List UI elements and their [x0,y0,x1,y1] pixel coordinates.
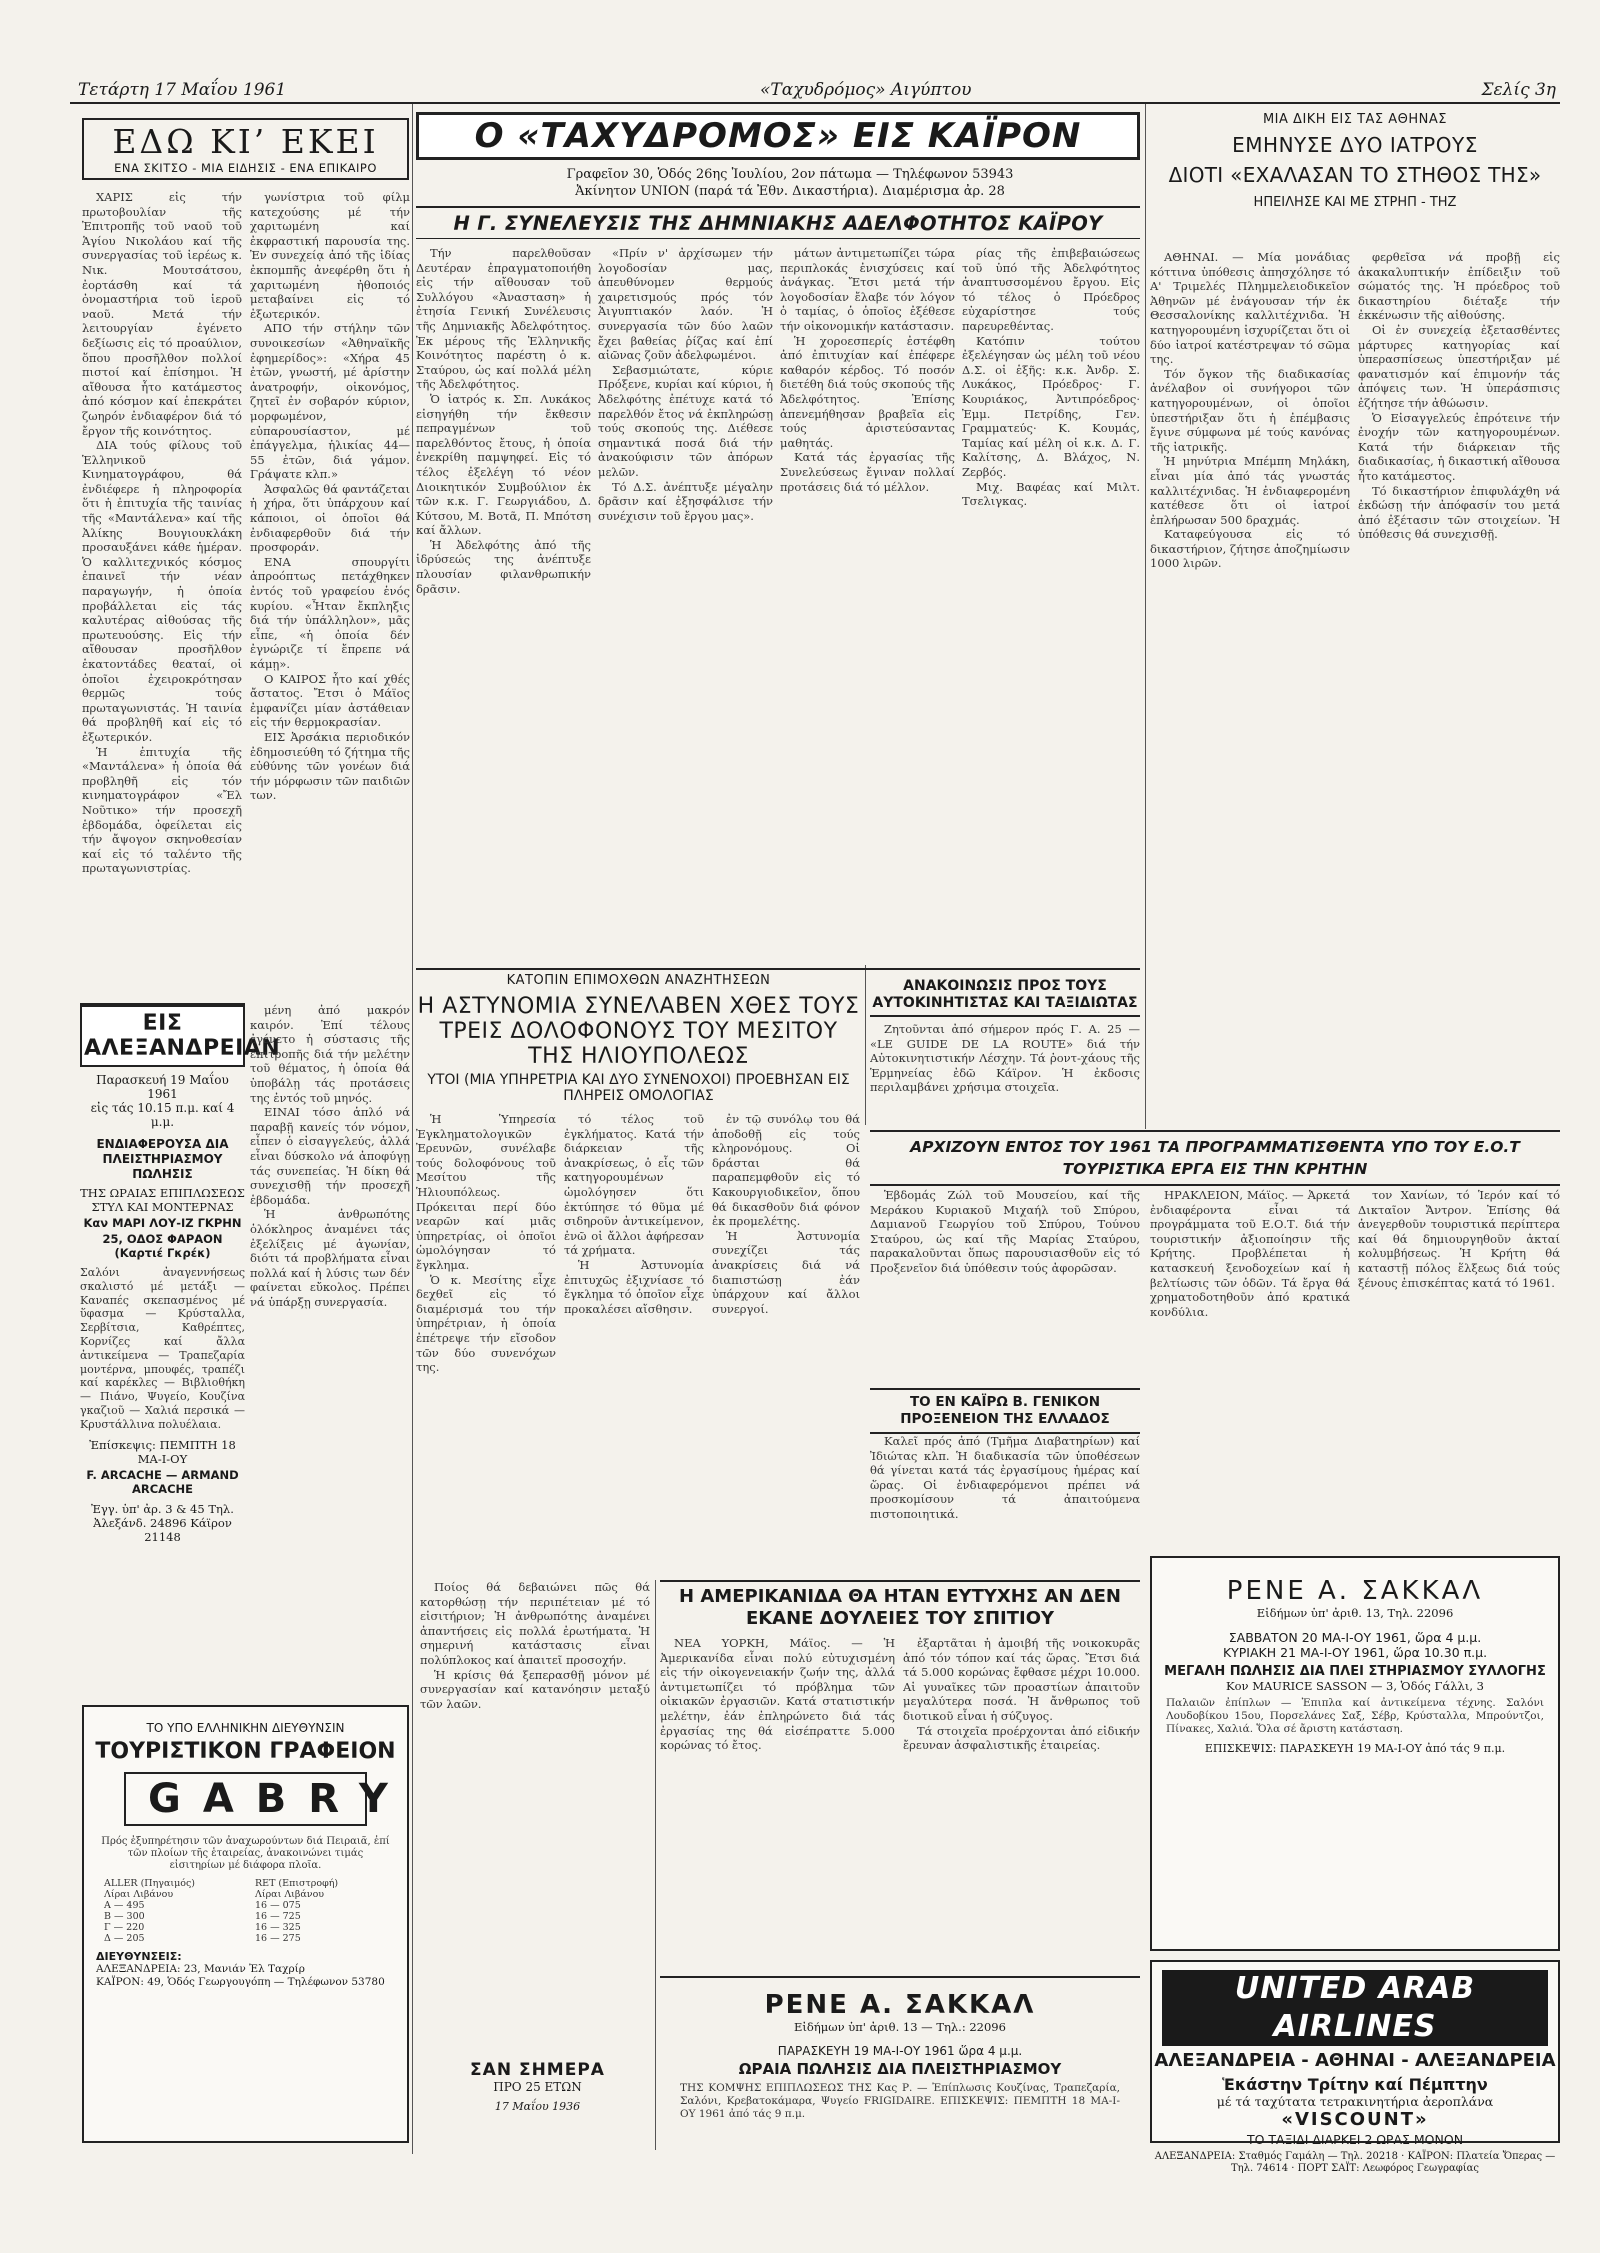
article-text: γωνίστρια τοῦ φίλμ κατεχούσης μέ τήν χαριτωμένη καί ἐκφραστική παρουσία της. Ἐν συνεχείᾳ ἀπό τῆς ἰδίας ἐκπομπῆς ἀνεφέρθη ὅτι ἡ χαριτωμένη ἠθοποιός μεταβαίνει εἰς τό ἐξωτερικόν. ΑΠΟ τήν στήλην τῶν συνοικεσίων «Ἀθηναϊκῆς ἐφημερίδος»: «Χήρα 45 ἐτῶν, γνωστή, μέ ἀρίστην ἀνατροφήν, οἰκονόμος, ζητεῖ ἐν σοβαρόν κύριον, μορφωμένον, εὐπαρουσίαστον, μέ ἐπάγγελμα, ἡλικίας 44—55 ἐτῶν, διά γάμον. Γράψατε κλπ.» Ἀσφαλῶς θά φαντάζεται ἡ χήρα, ὅτι ὑπάρχουν καί κάποιοι, οἱ ὁποῖοι θά ἐνδιαφερθοῦν διά τήν προσφοράν. ΕΝΑ σπουργίτι ἀπροόπτως πετάχθηκεν ἐντός τοῦ γραφείου ἑνός κυρίου. «Ἦταν ἔκπληξις διά τήν ὑπάλληλον», μᾶς εἶπε, «ἡ ὁποία δέν ἐγνώριζε τί ἔπρεπε νά κάμῃ». Ο ΚΑΙΡΟΣ ἦτο καί χθές ἄστατος. Ἔτσι ὁ Μάϊος ἐμφανίζει μίαν ἀστάθειαν εἰς τήν θερμοκρασίαν. ΕΙΣ Ἀρσάκια περιοδικόν ἐδημοσιεύθη τό ζήτημα τῆς εὐθύνης τῶν γονέων διά τήν μόρφωσιν τῶν παιδιῶν των. [250,190,410,803]
mia-diki-headline [1150,112,1560,210]
article-text: Ποίος θά δεβαιώνει πῶς θά κατορθώσῃ τήν περιπέτειαν μέ τό εἰσιτήριον; Ἡ ἀνθρωπότης ἀναμένει ἀπαντήσεις εἰς πολλά ἐρωτήματα. Ἡ σημερινή κατάστασις εἶναι πολύπλοκος καί ἀπαιτεῖ προσοχήν. Ἡ κρίσις θά ξεπερασθῇ μόνον μέ συνεργασίαν καί κατανόησιν μεταξύ τῶν λαῶν. [420,1580,650,1711]
gabry-address-heading: ΔΙΕΥΘΥΝΣΕΙΣ: [96,1950,182,1963]
mia-headline3: ΗΠΕΙΛΗΣΕ ΚΑΙ ΜΕ ΣΤΡΗΠ - ΤΗΖ [1253,195,1457,210]
gabry-logo: GABRY [124,1772,367,1826]
table-cell: Λίραι Λιβάνου [254,1889,325,1900]
rene-mid-sub: Εἰδήμων ὑπ' ἀριθ. 13 — Τηλ.: 22096 [794,2020,1006,2034]
alexandria-auctioneer: F. ARCACHE — ARMAND ARCACHE [86,1467,239,1496]
rene-mid-body: ΤΗΣ ΚΟΜΨΗΣ ΕΠΙΠΛΩΣΕΩΣ ΤΗΣ Κας Ρ. — Ἐπίπλωσις Κουζίνας, Τραπεζαρία, Σαλόνι, Κρεβατοκάμαρα, Ψυγείο FRIGIDAIRE. ΕΠΙΣΚΕΨΙΣ: ΠΕΜΠΤΗ 18 ΜΑ-Ι-ΟΥ 1961 ἀπό τάς 9 π.μ. [680,2082,1120,2120]
article-text: ΝΕΑ ΥΟΡΚΗ, Μάϊος. — Ἡ Ἀμερικανίδα εἶναι πολύ εὐτυχισμένη εἰς τήν οἰκογενειακήν ζωήν της, ἀλλά ἀντιμετωπίζει τό πρόβλημα τῶν οἰκιακῶν ἐργασιῶν. Κατά στατιστικήν μελέτην, ἐάν ἐπληρώνετο διά τάς ἐργασίας της θά εἰσέπραττε 5.000 κορώνας τό ἔτος. [660,1636,895,1753]
uaa-duration: ΤΟ ΤΑΞΙΔΙ ΔΙΑΡΚΕΙ 2 ΩΡΑΣ ΜΟΝΟΝ [1246,2132,1464,2147]
rene-mid-name: ΡΕΝΕ Α. ΣΑΚΚΑΛ [764,1990,1036,2020]
table-cell: 16 — 075 [254,1900,301,1911]
gabry-line2: ΤΟΥΡΙΣΤΙΚΟΝ ΓΡΑΦΕΙΟΝ [95,1739,396,1764]
gabry-line1: ΤΟ ΥΠΟ ΕΛΛΗΝΙΚΗΝ ΔΙΕΥΘΥΝΣΙΝ [146,1721,345,1735]
article-text: τό τέλος τοῦ ἐγκλήματος. Κατά τήν διάρκειαν τῆς ἀνακρίσεως, ὁ εἷς τῶν κατηγορουμένων ὡμολόγησεν ὅτι ἐκτύπησε τό θῦμα μέ σιδηροῦν ἀντικείμενον, ἐνῶ οἱ ἄλλοι ἀφήρεσαν τά χρήματα. Ἡ Ἀστυνομία ἐπιτυχῶς ἐξιχνίασε τό ἔγκλημα τό ὁποῖον εἶχε προκαλέσει αἴσθησιν. [564,1112,704,1316]
alexandria-heading: ΕΝΔΙΑΦΕΡΟΥΣΑ ΔΙΑ ΠΛΕΙΣΤΗΡΙΑΣΜΟΥ ΠΩΛΗΣΙΣ [96,1137,229,1181]
mia-headline1: ΕΜΗΝΥΣΕ ΔΥΟ ΙΑΤΡΟΥΣ [1232,133,1478,157]
table-row [100,1900,390,1911]
page-number: Σελίς 3η [1481,80,1556,100]
alexandria-visit: Ἐπίσκεψις: ΠΕΜΠΤΗ 18 ΜΑ-Ι-ΟΥ [89,1437,236,1466]
astyn-subheadline: ΥΤΟΙ (ΜΙΑ ΥΠΗΡΕΤΡΙΑ ΚΑΙ ΔΥΟ ΣΥΝΕΝΟΧΟΙ) ΠΡΟΕΒΗΣΑΝ ΕΙΣ ΠΛΗΡΕΙΣ ΟΜΟΛΟΓΙΑΣ [427,1072,850,1104]
column-rule [412,104,413,2154]
gabry-fare-table [100,1878,390,1944]
table-cell: Β — 300 [104,1911,145,1922]
rene-sakkal-ad-right [1150,1556,1560,1951]
rene-mid-title: ΩΡΑΙΑ ΠΩΛΗΣΙΣ ΔΙΑ ΠΛΕΙΣΤΗΡΙΑΣΜΟΥ [738,2060,1062,2078]
kairo-office-banner [416,112,1140,160]
arx-headline: ΑΡΧΙΖΟΥΝ ΕΝΤΟΣ ΤΟΥ 1961 ΤΑ ΠΡΟΓΡΑΜΜΑΤΙΣΘΕΝΤΑ ΥΠΟ ΤΟΥ Ε.Ο.Τ ΤΟΥΡΙΣΤΙΚΑ ΕΡΓΑ ΕΙΣ ΤΗΝ ΚΡΗΤΗΝ [870,1130,1560,1186]
anak-notice [870,978,1140,1017]
table-row [100,1911,390,1922]
rene-mid-date: ΠΑΡΑΣΚΕΥΗ 19 ΜΑ-Ι-ΟΥ 1961 ὥρα 4 μ.μ. [777,2044,1023,2058]
paper-name: «Ταχυδρόμος» Αιγύπτου [760,80,972,100]
mia-kicker: ΜΙΑ ΔΙΚΗ ΕΙΣ ΤΑΣ ΑΘΗΝΑΣ [1262,112,1448,127]
alexandria-subtitle: ΤΗΣ ΩΡΑΙΑΣ ΕΠΙΠΛΩΣΕΩΣ ΣΤΥΛ ΚΑΙ ΜΟΝΤΕΡΝΑΣ [80,1186,245,1214]
table-row [100,1878,390,1889]
table-cell: RET (Επιστροφή) [254,1878,339,1889]
uaa-logo: UNITED ARAB AIRLINES [1162,1970,1548,2046]
divider [416,238,1140,239]
alexandria-owner: Καν ΜΑΡΙ ΛΟΥ-ΙΖ ΓΚΡΗΝ [83,1216,242,1230]
table-cell: Γ — 220 [104,1922,145,1933]
table-cell: 16 — 725 [254,1911,301,1922]
uaa-schedule: Ἑκάστην Τρίτην καί Πέμπτην [1222,2075,1488,2094]
uaa-aircraft: «VISCOUNT» [1281,2109,1429,2130]
gabry-travel-ad [82,1705,409,2143]
divider [416,968,1140,970]
masthead [70,78,1560,104]
article-text: ἐν τῷ συνόλῳ του θά ἀποδοθῇ εἰς τούς κληρονόμους. Οἱ δράσται θά παραπεμφθοῦν εἰς τό Κακουργιοδικεῖον, ὅπου θά δικασθοῦν διά φόνον ἐκ προμελέτης. Ἡ Ἀστυνομία συνεχίζει τάς ἀνακρίσεις διά νά διαπιστώσῃ ἐάν ὑπάρχουν καί ἄλλοι συνεργοί. [712,1112,860,1316]
alexandria-item-list: Σαλόνι ἀναγεννήσεως σκαλιστό μέ μετάξι — Καναπές σκεπασμένος μέ ὕφασμα — Κρύσταλλα, Σερβίτσια, Καθρέπτες, Κορνίζες καί ἄλλα ἀντικείμενα — Τραπεζαρία μοντέρνα, μπουφές, τραπέζι καί καρέκλες — Βιβλιοθήκη — Πιάνο, Ψυγείο, Κουζίνα γκαζιοῦ — Χαλιά περσικά — Κρυστάλλινα πολυέλαια. [80,1266,245,1431]
article-text: «Πρίν ν' ἀρχίσωμεν τήν λογοδοσίαν μας, ἀπευθύνομεν θερμούς χαιρετισμούς πρός τόν Ἀιγυπτιακόν λαόν. Ἡ συνεργασία τῶν δύο λαῶν ἔχει βαθείας ῥίζας καί ἐπί αἰῶνας ζοῦν ἀδελφωμένοι. Σεβασμιώτατε, κύριε Πρόξενε, κυρίαι καί κύριοι, ἡ Ἀδελφότης ἐπέτυχε κατά τό παρελθόν ἔτος νά ἐκπληρώσῃ τούς σκοπούς της. Διέθεσε σημαντικά ποσά διά τήν ἀνακούφισιν τῶν ἀπόρων μελῶν. Τό Δ.Σ. ἀνέπτυξε μέγαλην δρᾶσιν καί ἐξησφάλισε τήν συνέχισιν τοῦ ἔργου μας». [598,246,773,523]
astyn-headline: Η ΑΣΤΥΝΟΜΙΑ ΣΥΝΕΛΑΒΕΝ ΧΘΕΣ ΤΟΥΣ ΤΡΕΙΣ ΔΟΛΟΦΟΝΟΥΣ ΤΟΥ ΜΕΣΙΤΟΥ ΤΗΣ ΗΛΙΟΥΠΟΛΕΩΣ [417,994,860,1069]
rene-r-body: Παλαιῶν ἐπίπλων — Ἐπιπλα καί ἀντικείμενα τέχνης. Σαλόνι Λουδοβίκου 15ου, Πορσελάνες Σαξ, Σέβρ, Κρύσταλλα, Μπρούντζοι, Πίνακες, Χαλιά. Ὅλα σέ ἄριστη κατάσταση. [1166,1697,1544,1735]
article-text: Καλεῖ πρός ἀπό (Τμῆμα Διαβατηρίων) καί Ἰδιώτας κλπ. Ἡ διαδικασία τῶν ὑποθέσεων θά γίνεται κατά τάς ἐργασίμους ἡμέρας καί ὥρας. Οἱ ἐνδιαφερόμενοι πρέπει νά προσκομίσουν τά ἀπαιτούμενα πιστοποιητικά. [870,1434,1140,1521]
table-cell: Λίραι Λιβάνου [104,1889,174,1900]
united-arab-airlines-ad [1150,1960,1560,2174]
rene-r-visit: ΕΠΙΣΚΕΨΙΣ: ΠΑΡΑΣΚΕΥΗ 19 ΜΑ-Ι-ΟΥ ἀπό τάς 9 π.μ. [1204,1742,1506,1755]
uaa-contacts: ΑΛΕΞΑΝΔΡΕΙΑ: Σταθμός Γαμάλη — Τηλ. 20218 · ΚΑΪΡΟΝ: Πλατεία Ὄπερας — Τηλ. 74614 · ΠΟΡΤ ΣΑΪΤ: Λεωφόρος Γεωγραφίας [1154,2151,1556,2174]
issue-date: Τετάρτη 17 Μαΐου 1961 [78,80,287,100]
article-text: μένη ἀπό μακρόν καιρόν. Ἐπί τέλους ἐγένετο ἡ σύστασις τῆς ἐπιτροπῆς διά τήν μελέτην τοῦ θέματος, ἡ ὁποία θά ὑποβάλῃ τάς προτάσεις της ἐντός τοῦ μηνός. ΕΙΝΑΙ τόσο ἁπλό νά παραβῇ κανείς τόν νόμον, εἶπεν ὁ εἰσαγγελεύς, ἀλλά εἶναι δύσκολο νά ἀποφύγῃ τάς συνεπείας. Ἡ δίκη θά συνεχισθῇ τήν προσεχῆ ἑβδομάδα. Ἡ ἀνθρωπότης ὁλόκληρος ἀναμένει τάς ἐξελίξεις μέ ἀγωνίαν, διότι τά προβλήματα εἶναι πολλά καί ἡ λύσις των δέν φαίνεται εὔκολος. Πρέπει νά ὑπάρξῃ συνεργασία. [250,1003,410,1309]
edo-ki-ekei-header [82,118,409,180]
amer-headline: Η ΑΜΕΡΙΚΑΝΙΔΑ ΘΑ ΗΤΑΝ ΕΥΤΥΧΗΣ ΑΝ ΔΕΝ ΕΚΑΝΕ ΔΟΥΛΕΙΕΣ ΤΟΥ ΣΠΙΤΙΟΥ [660,1580,1140,1630]
article-text: ρίας τῆς ἐπιβεβαιώσεως τοῦ ὑπό τῆς Ἀδελφότητος ἀναπτυσσομένου ἔργου. Εἰς τό τέλος ὁ Πρόεδρος εὐχαρίστησε τούς παρευρεθέντας. Κατόπιν τούτου ἐξελέγησαν ὡς μέλη τοῦ νέου Δ.Σ. οἱ ἑξῆς: κ.κ. Ἀνδρ. Σ. Λυκάκος, Πρόεδρος· Γ. Κουριάκος, Ἀντιπρόεδρος· Ἐμμ. Πετρίδης, Γεν. Γραμματεύς· Κ. Κουμάς, Ταμίας καί μέλη οἱ κ.κ. Δ. Γ. Καλίτσης, Δ. Βλάχος, Ν. Ζερβός. Μιχ. Βαφέας καί Μιλτ. Τσελιγκας. [962,246,1140,509]
alexandria-address: 25, ΟΔΟΣ ΦΑΡΑΟΝ (Καρτιέ Γκρέκ) [102,1232,223,1260]
article-text: ΧΑΡΙΣ εἰς τήν πρωτοβουλίαν τῆς Ἐπιτροπῆς τοῦ ναοῦ τοῦ Ἁγίου Νικολάου καί τῆς συνεργασίας τοῦ ἱερέως κ. Νικ. Μουτσάτσου, ἐορτάσθη καί τά ὀνομαστήρια τοῦ ἱεροῦ ναοῦ. Μετά τήν λειτουργίαν ἐγένετο δεξίωσις εἰς τό προαύλιον, ὅπου προσῆλθον πολλοί πιστοί καί ἐπίσημοι. Ἡ αἴθουσα ἦτο κατάμεστος ἀπό κόσμον καί ἐπεκράτει ζωηρόν ἐνδιαφέρον διά τό ἔργον τῆς κοινότητος. ΔΙΑ τούς φίλους τοῦ Ἑλληνικοῦ Κινηματογράφου, θά ἐνδιέφερε ἡ πληροφορία ὅτι ἡ ἐπιτυχία τῆς ταινίας τῆς «Μαντάλενα» καί τῆς Ἀλίκης Βουγιουκλάκη προσαυξάνει κάθε ἡμέραν. Ὁ καλλιτεχνικός κόσμος ἐπαινεῖ τήν νέαν παραγωγήν, ἡ ὁποία προβάλλεται εἰς τάς καλυτέρας αἰθούσας τῆς πρωτευούσης. Εἰς τήν αἴθουσαν προσῆλθον ἑκατοντάδες θεαταί, οἱ ὁποῖοι ἐχειροκρότησαν θερμῶς τούς πρωταγωνιστάς. Ἡ ταινία θά προβληθῆ καί εἰς τό ἐξωτερικόν. Ἡ ἐπιτυχία τῆς «Μαντάλενα» ἡ ὁποία θά προβληθῆ εἰς τόν κινηματογράφον «Ἔλ Νοῦτικο» τήν προσεχῆ ἑβδομάδα, ὀφείλεται εἰς τήν ἄψογον σκηνοθεσίαν καί εἰς τό ταλέντο τῆς πρωταγωνιστρίας. [82,190,242,876]
kairo-info-line1: Γραφεῖον 30, Ὁδός 26ης Ἰουλίου, 2ον πάτωμα — Τηλέφωνον 53943 [566,167,1014,182]
san-title: ΣΑΝ ΣΗΜΕΡΑ [470,2060,605,2080]
kairo-office-info [520,166,1060,200]
alexandria-contact: Ἐγγ. ὑπ' ἀρ. 3 & 45 Τηλ. Ἀλεξάνδ. 24896 Κάϊρον 21148 [91,1501,234,1544]
geniko-headline: ΤΟ ΕΝ ΚΑΪΡΩ Β. ΓΕΝΙΚΟΝ ΠΡΟΞΕΝΕΙΟΝ ΤΗΣ ΕΛΛΑΔΟΣ [870,1388,1140,1434]
article-text: Ζητοῦνται ἀπό σήμερον πρός Γ. Α. 25 — «LE GUIDE DE LA ROUTE» διά τήν Αὐτοκινητιστικήν Λέσχην. Τά ῥοντ-χάους τῆς Ἑρμηνείας ἐδῶ Κάϊρον. Ἡ ἐκδοσις περιλαμβάνει χρήσιμα στοιχεῖα. [870,1022,1140,1095]
edo-subtitle: ΕΝΑ ΣΚΙΤΣΟ - ΜΙΑ ΕΙΔΗΣΙΣ - ΕΝΑ ΕΠΙΚΑΙΡΟ [114,161,377,175]
article-text: φερθεῖσα νά προβῇ εἰς ἀκακαλυπτικήν ἐπίδειξιν τοῦ σώματός της. Ἡ πρόεδρος τοῦ δικαστηρίου διέταξε τήν ἐκκένωσιν τῆς αἰθούσης. Οἱ ἐν συνεχείᾳ ἐξετασθέντες μάρτυρες κατηγορίας καί ὑπερασπίσεως ὑπεστήριξαν μέ φανατισμόν καί ἐπιμονήν τάς ἀπόψεις των. Ἡ ὑπεράσπισις ἐζήτησε τήν ἀθώωσιν. Ὁ Εἰσαγγελεύς ἐπρότεινε τήν ἐνοχήν τῶν κατηγορουμένων. Κατά τήν διάρκειαν τῆς διαδικασίας, ἡ δικαστική αἴθουσα ἦτο κατάμεστος. Τό δικαστήριον ἐπιφυλάχθη νά ἐκδώσῃ τήν ἀπόφασίν του μετά ἀπό ἐξέτασιν τῶν στοιχείων. Ἡ ὑπόθεσις θά συνεχισθῇ. [1358,250,1560,542]
article-text: Ἡ Ὑπηρεσία Ἐγκληματολογικῶν Ἐρευνῶν, συνέλαβε τούς δολοφόνους τοῦ Μεσίτου τῆς Ἡλιουπόλεως. Πρόκειται περί δύο νεαρῶν καί μιᾶς ὑπηρετρίας, οἱ ὁποῖοι ὡμολόγησαν τό ἔγκλημα. Ὁ κ. Μεσίτης εἶχε δεχθεῖ εἰς τό διαμέρισμά του τήν ὑπηρέτριαν, ἡ ὁποία ἐπέτρεψε τήν εἴσοδον τῶν δύο συνενόχων της. [416,1112,556,1375]
gabry-description: Πρός ἐξυπηρέτησιν τῶν ἀναχωρούντων διά Πειραιᾶ, ἐπί τῶν πλοίων τῆς ἑταιρείας, ἀνακοινώνει τιμάς εἰσιτηρίων μέ διάφορα πλοῖα. [101,1836,390,1871]
san-date: 17 Μαΐου 1936 [494,2100,581,2113]
mia-headline2: ΔΙΟΤΙ «ΕΧΑΛΑΣΑΝ ΤΟ ΣΤΗΘΟΣ ΤΗΣ» [1168,163,1542,187]
article-text: ΗΡΑΚΛΕΙΟΝ, Μάϊος. — Ἀρκετά ἐνδιαφέροντα εἶναι τά προγράμματα τοῦ Ε.Ο.Τ. διά τήν τουριστικήν ἀξιοποίησιν τῆς Κρήτης. Προβλέπεται ἡ κατασκευή ξενοδοχείων καί ἡ βελτίωσις τῶν ὁδῶν. Τά ἔργα θά χρηματοδοτηθοῦν ἀπό κρατικά κονδύλια. [1150,1188,1350,1319]
article-text: Τήν παρελθοῦσαν Δευτέραν ἐπραγματοποιήθη εἰς τήν αἴθουσαν τοῦ Συλλόγου «Ἀνασταση» ἡ ἐτησία Γενική Συνέλευσις τῆς Δημνιακῆς Ἀδελφότητος. Ἐκ μέρους τῆς Ἑλληνικῆς Κοινότητος παρέστη ὁ κ. Σταύρου, ὡς καί πολλά μέλη τῆς Ἀδελφότητος. Ὁ ἰατρός κ. Σπ. Λυκάκος εἰσηγήθη τήν ἔκθεσιν πεπραγμένων τοῦ παρελθόντος ἔτους, ἡ ὁποία ἐνεκρίθη παμψηφεί. Εἰς τό τέλος ἐξελέγη τό νέον Διοικητικόν Συμβούλιον ἐκ τῶν κ.κ. Γ. Γεωργιάδου, Δ. Κύτσου, Μ. Βοτᾶ, Π. Μπότση καί ἄλλων. Ἡ Ἀδελφότης ἀπό τῆς ἱδρύσεώς της ἀνέπτυξε πλουσίαν φιλανθρωπικήν δρᾶσιν. [416,246,591,596]
alexandria-auction-ad [80,1003,281,1693]
table-cell: Α — 495 [104,1900,145,1911]
article-text: μάτων ἀντιμετωπίζει τώρα περιπλοκάς ἐνισχύσεις καί ἀνάγκας. Ἔτσι μετά τήν λογοδοσίαν ἔλαβε τόν λόγον ὁ ταμίας, ὁ ὁποῖος ἐξέθεσε τήν οἰκονομικήν κατάστασιν. Ἡ χοροεσπερίς ἐστέφθη ἀπό ἐπιτυχίαν καί ἐπέφερε καθαρόν κέρδος. Τό ποσόν διετέθη διά τούς σκοπούς τῆς Ἀδελφότητος. Ἐπίσης ἀπενεμήθησαν βραβεῖα εἰς τούς ἀριστεύσαντας μαθητάς. Κατά τάς ἐργασίας τῆς Συνελεύσεως ἔγιναν πολλαί προτάσεις διά τό μέλλον. [780,246,955,494]
article-text: Ἑβδομάς Ζώλ τοῦ Μουσείου, καί τῆς Μεράκου Κυριακοῦ Μιχαήλ τοῦ Σπύρου, Δαμιανοῦ Γεωργίου τοῦ Σπύρου, Τούνου Σταύρου, ὡς καί τῆς Μαρίας Σταύρου, παρακαλοῦνται ὅπως παρουσιασθοῦν εἰς τό Προξενεῖον διά ὑπόθεσιν τούς ἀφορῶσαν. [870,1188,1140,1275]
rene-r-owner: Κον MAURICE SASSON — 3, Ὁδός Γάλλι, 3 [1226,1679,1484,1693]
san-subtitle: ΠΡΟ 25 ΕΤΩΝ [493,2080,582,2094]
alexandria-title: ΕΙΣ ΑΛΕΞΑΝΔΡΕΙΑΝ [80,1005,245,1067]
gabry-address-cairo: ΚΑΪΡΟΝ: 49, Ὁδός Γεωργουγόπη — Τηλέφωνον 53780 [96,1976,385,1988]
article-text: ΑΘΗΝΑΙ. — Μία μονάδιας κόττινα ὑπόθεσις ἀπησχόλησε τό Α' Τριμελές Πλημμελειοδικεῖον Ἀθηνῶν μέ ἐνάγουσαν τήν ἐκ Θεσσαλονίκης καλλιτέχνιδα. Ἡ κατηγορουμένη ἰσχυρίζεται ὅτι οἱ δύο ἰατροί κατέστρεψαν τό σῶμα της. Τόν ὄγκον τῆς διαδικασίας ἀνέλαβον οἱ συνήγοροι τῶν κατηγορουμένων, οἱ ὁποῖοι ὑπεστήριξαν ὅτι ἡ ἐπέμβασις ἔγινε σύμφωνα μέ τούς κανόνας τῆς ἰατρικῆς. Ἡ μηνύτρια Μπέμπη Μηλάκη, εἶναι μία ἀπό τάς γνωστάς καλλιτέχνιδας. Ἡ ἐνδιαφερομένη κατέθεσε ὅτι οἱ ἰατροί ἐπλήρωσαν 500 δραχμάς. Καταφεύγουσα εἰς τό δικαστήριον, ζήτησε ἀποζημίωσιν 1000 λιρῶν. [1150,250,1350,571]
astyn-kicker: ΚΑΤΟΠΙΝ ΕΠΙΜΟΧΘΩΝ ΑΝΑΖΗΤΗΣΕΩΝ [506,973,771,988]
synel-headline: Η Γ. ΣΥΝΕΛΕΥΣΙΣ ΤΗΣ ΔΗΜΝΙΑΚΗΣ ΑΔΕΛΦΟΤΗΤΟΣ ΚΑΪΡΟΥ [453,212,1103,235]
alexandria-time: εἰς τάς 10.15 π.μ. καί 4 μ.μ. [90,1101,235,1129]
column-rule [1145,104,1146,1129]
rene-r-date1: ΣΑΒΒΑΤΟΝ 20 ΜΑ-Ι-ΟΥ 1961, ὥρα 4 μ.μ. [1228,1630,1482,1645]
column-rule [865,965,866,1125]
table-row [100,1922,390,1933]
uaa-route: ΑΛΕΞΑΝΔΡΕΙΑ - ΑΘΗΝΑΙ - ΑΛΕΞΑΝΔΡΕΙΑ [1154,2050,1556,2071]
table-cell: ALLER (Πηγαιμός) [104,1878,196,1889]
uaa-aircraft-line: μέ τά ταχύτατα τετρακινητήρια ἀεροπλάνα [1216,2094,1494,2109]
article-text: ἐξαρτᾶται ἡ ἀμοιβή τῆς νοικοκυρᾶς ἀπό τόν τόπον καί τάς ὥρας. Ἔτσι διά τά 5.000 κορώνας ἔφθασε μέχρι 10.000. Αἱ γυναῖκες τῶν προαστίων ἀπαιτοῦν μεγαλύτερα ποσά. Ἡ ἄνθρωπος τοῦ διοτικοῦ εἶναι ἡ σύζυγος. Τά στοιχεῖα προέρχονται ἀπό εἰδικήν ἔρευναν ἀσφαλιστικῆς ἑταιρείας. [903,1636,1140,1753]
table-row [100,1889,390,1900]
alexandria-date: Παρασκευή 19 Μαΐου 1961 [96,1073,229,1101]
divider [416,206,1140,208]
table-row [100,1933,390,1944]
table-cell: Δ — 205 [104,1933,145,1944]
rene-sakkal-ad-middle [660,1976,1140,2121]
table-cell: 16 — 275 [254,1933,301,1944]
rene-r-name: ΡΕΝΕ Α. ΣΑΚΚΑΛ [1226,1576,1484,1606]
column-rule [655,1580,656,2150]
anak-headline: ΑΝΑΚΟΙΝΩΣΙΣ ΠΡΟΣ ΤΟΥΣ ΑΥΤΟΚΙΝΗΤΙΣΤΑΣ ΚΑΙ ΤΑΞΙΔΙΩΤΑΣ [870,978,1140,1017]
edo-title: ΕΔΩ ΚΙ’ ΕΚΕΙ [112,122,379,161]
gabry-address-alex: ΑΛΕΞΑΝΔΡΕΙΑ: 23, Μανιάν Ἐλ Ταχρίρ [96,1963,305,1975]
article-text: τον Χανίων, τό Ἱερόν καί τό Δικταῖον Ἄντρον. Ἐπίσης θά ἀνεγερθοῦν τουριστικά περίπτερα καί θά δημιουργηθοῦν ἀκταί κολυμβήσεως. Ἡ Κρήτη θά καταστῇ πόλος ἕλξεως διά τούς ξένους ἐπισκέπτας κατά τό 1961. [1358,1188,1560,1290]
kairo-title: Ο «ΤΑΧΥΔΡΟΜΟΣ» ΕΙΣ ΚΑΪΡΟΝ [474,116,1082,156]
kairo-info-line2: Ἀκίνητον UNION (παρά τά Ἐθν. Δικαστήρια). Διαμέρισμα ἀρ. 28 [575,184,1005,199]
rene-r-title: ΜΕΓΑΛΗ ΠΩΛΗΣΙΣ ΔΙΑ ΠΛΕΙ ΣΤΗΡΙΑΣΜΟΥ ΣΥΛΛΟΓΗΣ [1164,1664,1546,1679]
table-cell: 16 — 325 [254,1922,301,1933]
san-simera-box [420,2060,655,2113]
rene-r-date2: ΚΥΡΙΑΚΗ 21 ΜΑ-Ι-ΟΥ 1961, ὥρα 10.30 π.μ. [1222,1645,1488,1660]
rene-r-sub: Εἰδήμων ὑπ' ἀριθ. 13, Τηλ. 22096 [1256,1606,1454,1620]
